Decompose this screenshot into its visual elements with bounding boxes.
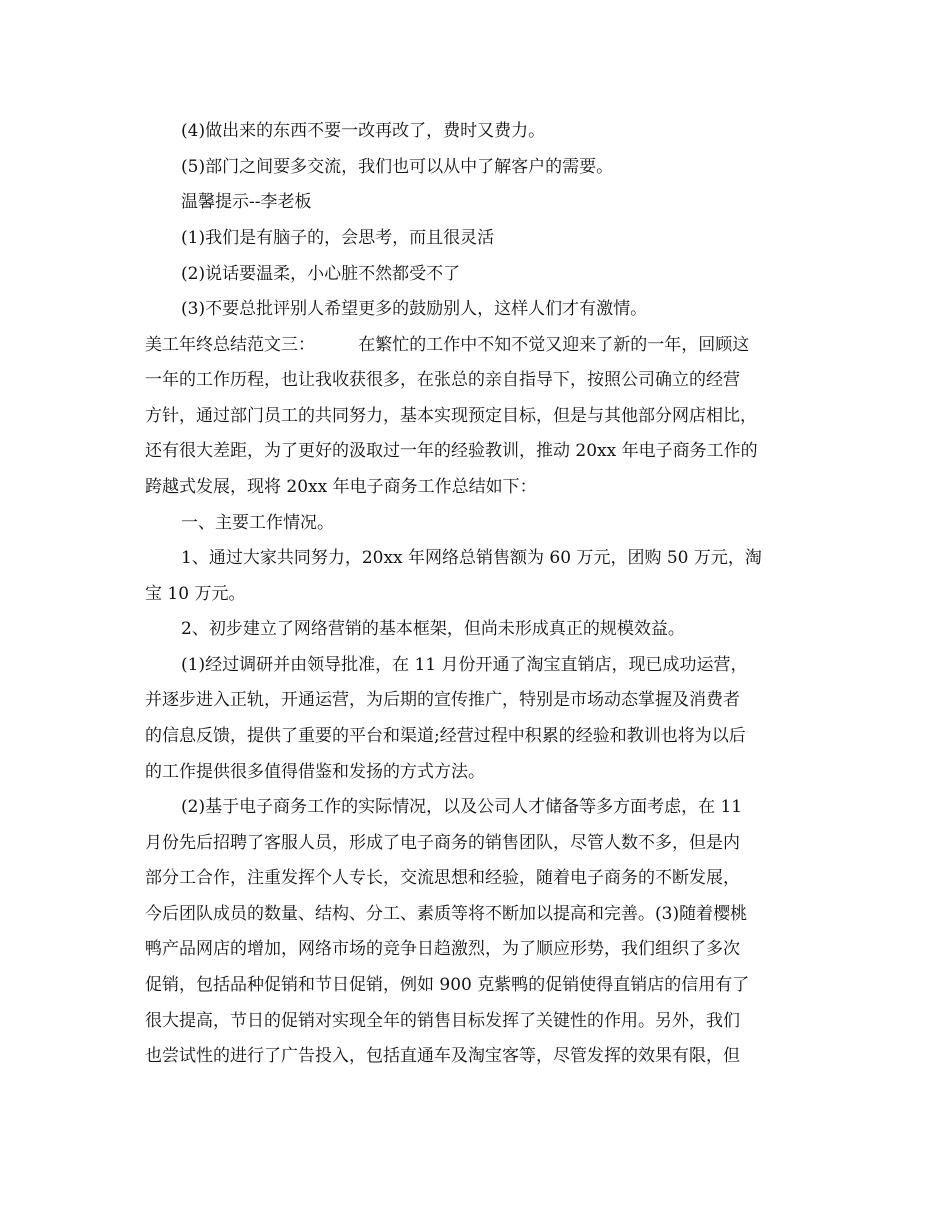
text-line: 今后团队成员的数量、结构、分工、素质等将不断加以提高和完善。(3)随着樱桃 [145, 904, 748, 924]
text-line: (1)我们是有脑子的，会思考，而且很灵活 [181, 228, 495, 248]
text-line: 方针，通过部门员工的共同努力，基本实现预定目标，但是与其他部分网店相比， [145, 406, 757, 426]
text-line: 也尝试性的进行了广告投入，包括直通车及淘宝客等，尽管发挥的效果有限，但 [145, 1046, 740, 1066]
text-line: 1、通过大家共同努力，20xx 年网络总销售额为 60 万元，团购 50 万元，淘 [181, 548, 762, 568]
text-line: 很大提高，节日的促销对实现全年的销售目标发挥了关键性的作用。另外，我们 [145, 1011, 740, 1031]
section-heading: 一、主要工作情况。 [181, 513, 334, 533]
section-heading: 美工年终总结范文三： 在繁忙的工作中不知不觉又迎来了新的一年，回顾这 [145, 335, 750, 355]
text-line: (4)做出来的东西不要一改再改了，费时又费力。 [181, 121, 546, 141]
text-line: 宝 10 万元。 [145, 584, 246, 604]
section-heading: 温馨提示--李老板 [181, 192, 312, 212]
text-line: 并逐步进入正轨，开通运营，为后期的宣传推广，特别是市场动态掌握及消费者 [145, 690, 740, 710]
text-line: 的工作提供很多值得借鉴和发扬的方式方法。 [145, 762, 485, 782]
text-line: 的信息反馈，提供了重要的平台和渠道;经营过程中积累的经验和教训也将为以后 [145, 726, 746, 746]
text-line: 鸭产品网店的增加，网络市场的竞争日趋激烈，为了顺应形势，我们组织了多次 [145, 939, 740, 959]
text-line: 2、初步建立了网络营销的基本框架，但尚未形成真正的规模效益。 [181, 619, 685, 639]
text-line: (3)不要总批评别人希望更多的鼓励别人，这样人们才有激情。 [181, 299, 648, 319]
text-line: (1)经过调研并由领导批准，在 11 月份开通了淘宝直销店，现已成功运营， [181, 655, 748, 675]
text-line: 促销，包括品种促销和节日促销，例如 900 克紫鸭的促销使得直销店的信用有了 [145, 975, 750, 995]
text-line: 还有很大差距，为了更好的汲取过一年的经验教训，推动 20xx 年电子商务工作的 [145, 441, 758, 461]
text-line: 一年的工作历程，也让我收获很多，在张总的亲自指导下，按照公司确立的经营 [145, 370, 740, 390]
text-line: (2)基于电子商务工作的实际情况，以及公司人才储备等多方面考虑，在 11 [181, 797, 743, 817]
text-line: (5)部门之间要多交流，我们也可以从中了解客户的需要。 [181, 157, 614, 177]
text-line: 部分工合作，注重发挥个人专长，交流思想和经验，随着电子商务的不断发展， [145, 868, 740, 888]
text-line: (2)说话要温柔，小心脏不然都受不了 [181, 264, 461, 284]
text-line: 跨越式发展，现将 20xx 年电子商务工作总结如下： [145, 477, 537, 497]
text-line: 月份先后招聘了客服人员，形成了电子商务的销售团队，尽管人数不多，但是内 [145, 833, 740, 853]
